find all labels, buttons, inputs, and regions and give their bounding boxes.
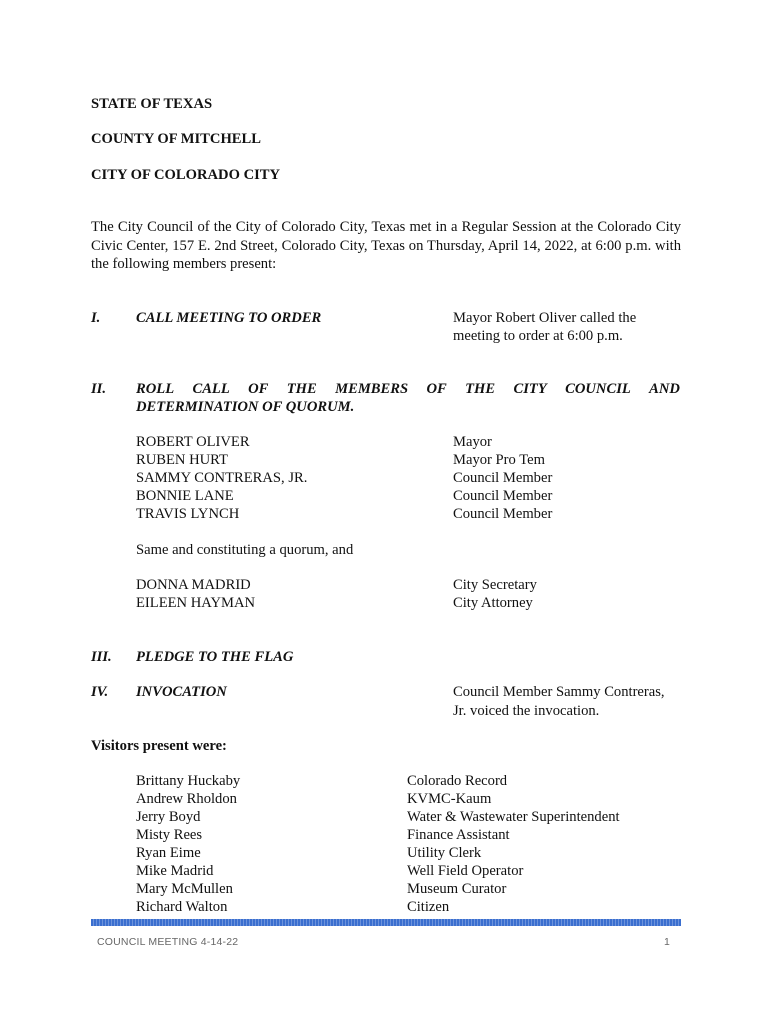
member-role: Mayor Pro Tem — [453, 452, 545, 468]
visitor-name: Jerry Boyd — [136, 809, 201, 825]
title-word: CITY — [513, 381, 547, 397]
visitor-affiliation: Water & Wastewater Superintendent — [407, 809, 620, 825]
visitor-affiliation: KVMC-Kaum — [407, 791, 492, 807]
title-word: OF — [426, 381, 447, 397]
county-heading: COUNTY OF MITCHELL — [91, 131, 262, 147]
page-number: 1 — [664, 936, 670, 948]
staff-names — [136, 576, 255, 612]
title-word: ROLL — [136, 381, 175, 397]
title-word: CALL — [192, 381, 230, 397]
member-name: ROBERT OLIVER — [136, 434, 250, 450]
section-1-note-line2: meeting to order at 6:00 p.m. — [453, 328, 623, 344]
staff-role: City Secretary — [453, 577, 537, 593]
staff-name: EILEEN HAYMAN — [136, 595, 256, 611]
member-role: Council Member — [453, 470, 553, 486]
visitor-name: Mike Madrid — [136, 863, 214, 879]
visitor-name: Mary McMullen — [136, 881, 233, 897]
member-roles — [453, 433, 552, 523]
section-1-number: I. — [91, 310, 101, 326]
member-role: Council Member — [453, 506, 553, 522]
staff-role: City Attorney — [453, 595, 533, 611]
title-word: AND — [649, 381, 680, 397]
visitor-affiliation: Finance Assistant — [407, 827, 510, 843]
visitor-names — [136, 772, 240, 916]
visitor-name: Andrew Rholdon — [136, 791, 237, 807]
title-word: COUNCIL — [565, 381, 631, 397]
section-3-title: PLEDGE TO THE FLAG — [136, 649, 294, 665]
visitor-name: Richard Walton — [136, 899, 228, 915]
staff-name: DONNA MADRID — [136, 577, 251, 593]
staff-roles — [453, 576, 537, 612]
member-names — [136, 433, 307, 523]
city-heading: CITY OF COLORADO CITY — [91, 167, 281, 183]
title-word: MEMBERS — [335, 381, 409, 397]
member-role: Council Member — [453, 488, 553, 504]
section-4-note-line2: Jr. voiced the invocation. — [453, 703, 600, 719]
state-heading: STATE OF TEXAS — [91, 96, 213, 112]
footer-divider — [91, 919, 681, 926]
quorum-text: Same and constituting a quorum, and — [136, 542, 354, 558]
visitor-affiliation: Museum Curator — [407, 881, 507, 897]
visitor-affiliation: Utility Clerk — [407, 845, 482, 861]
visitor-affiliation: Well Field Operator — [407, 863, 524, 879]
visitor-name: Ryan Eime — [136, 845, 201, 861]
member-name: SAMMY CONTRERAS, JR. — [136, 470, 308, 486]
title-word: THE — [286, 381, 317, 397]
section-2-title-line2: DETERMINATION OF QUORUM. — [136, 399, 355, 415]
section-4-note-line1: Council Member Sammy Contreras, — [453, 684, 665, 700]
visitor-affiliations — [407, 772, 620, 916]
visitors-heading: Visitors present were: — [91, 738, 227, 754]
section-1-title: CALL MEETING TO ORDER — [136, 310, 322, 326]
section-2-number: II. — [91, 381, 107, 397]
title-word: THE — [465, 381, 496, 397]
section-1-note-line1: Mayor Robert Oliver called the — [453, 310, 637, 326]
visitor-name: Brittany Huckaby — [136, 773, 241, 789]
visitor-name: Misty Rees — [136, 827, 203, 843]
member-name: BONNIE LANE — [136, 488, 234, 504]
section-4-title: INVOCATION — [136, 684, 227, 700]
section-4-number: IV. — [91, 684, 109, 700]
title-word: OF — [248, 381, 269, 397]
section-2-title-line1 — [136, 380, 680, 398]
visitor-affiliation: Colorado Record — [407, 773, 508, 789]
intro-paragraph: The City Council of the City of Colorado City, Texas met in a Regular Session at the Colorado City Civic Center, 157 E. 2nd Street, Colorado City, Texas on Thursday, April 14, 2022, at 6:00 p.m. with the following members present: — [91, 219, 681, 272]
section-3-number: III. — [91, 649, 112, 665]
member-role: Mayor — [453, 434, 492, 450]
member-name: RUBEN HURT — [136, 452, 228, 468]
member-name: TRAVIS LYNCH — [136, 506, 240, 522]
footer-title: COUNCIL MEETING 4-14-22 — [97, 936, 239, 948]
visitor-affiliation: Citizen — [407, 899, 450, 915]
